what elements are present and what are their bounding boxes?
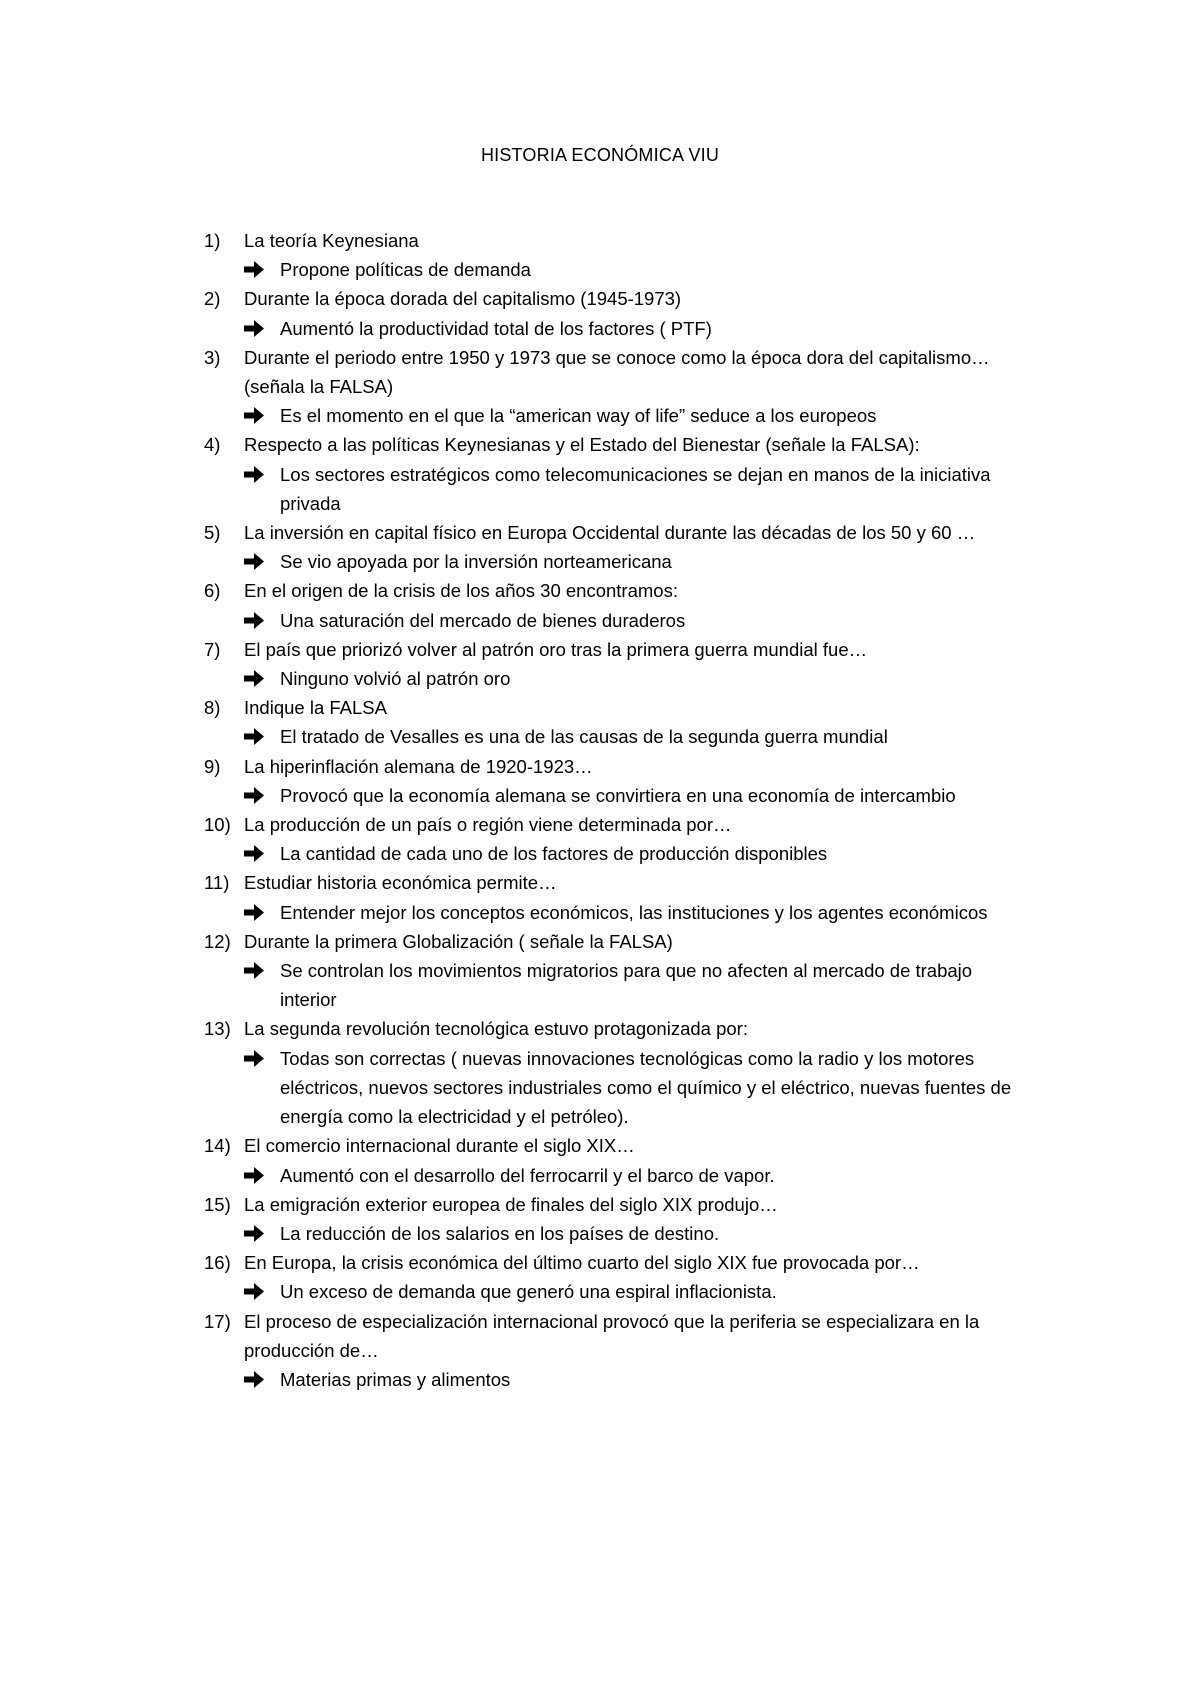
answer-text [0,898,1024,927]
arrow-right-icon [244,612,266,630]
question-item [0,693,1200,751]
question-text [0,518,1024,547]
answer-text [0,547,1024,576]
question-item [0,284,1200,342]
answer-label: Todas son correctas ( nuevas innovaciones tecnológicas como la radio y los motores eléctricos, nuevos sectores industriales como el químico y el eléctrico, nuevas fuentes de energía como la electricidad y el petróleo). [280,1047,1012,1128]
question-number: 16) [204,1252,231,1274]
question-text [0,1248,1024,1277]
question-label: Durante el periodo entre 1950 y 1973 que se conoce como la época dora del capitalismo… (señala la FALSA) [244,346,990,398]
question-label: El país que priorizó volver al patrón oro tras la primera guerra mundial fue… [244,638,868,660]
arrow-right-icon [244,728,266,746]
question-number: 3) [204,346,221,368]
question-label: El comercio internacional durante el siglo XIX… [244,1135,635,1157]
question-number: 6) [204,580,221,602]
answer-label: El tratado de Vesalles es una de las causas de la segunda guerra mundial [280,726,888,748]
answer-label: Propone políticas de demanda [280,259,531,281]
document-title: HISTORIA ECONÓMICA VIU [480,145,720,165]
answer-text [0,606,1024,635]
answer-text [0,839,1024,868]
arrow-right-icon [244,962,266,980]
answer-text [0,401,1024,430]
question-item [0,868,1200,926]
question-text [0,430,1024,459]
answer-label: Se controlan los movimientos migratorios para que no afecten al mercado de trabajo interior [280,960,973,1011]
question-item [0,752,1200,810]
arrow-right-icon [244,1283,266,1301]
answer-label: La cantidad de cada uno de los factores de producción disponibles [280,843,828,865]
answer-text [0,1161,1024,1190]
question-number: 13) [204,1018,231,1040]
answer-label: Aumentó con el desarrollo del ferrocarril y el barco de vapor. [280,1164,775,1186]
answer-text [0,314,1024,343]
question-text [0,1014,1024,1043]
question-item [0,810,1200,868]
question-item [0,1248,1200,1306]
answer-label: Una saturación del mercado de bienes duraderos [280,609,686,631]
arrow-right-icon [244,320,266,338]
question-text [0,927,1024,956]
answer-text [0,781,1024,810]
answer-text [0,1219,1024,1248]
answer-text [0,1044,1024,1132]
arrow-right-icon [244,553,266,571]
question-label: La producción de un país o región viene determinada por… [244,814,732,836]
question-number: 9) [204,755,221,777]
question-number: 8) [204,697,221,719]
question-number: 12) [204,930,231,952]
question-label: Estudiar historia económica permite… [244,872,557,894]
question-number: 14) [204,1135,231,1157]
answer-label: Provocó que la economía alemana se convirtiera en una economía de intercambio [280,784,956,806]
answer-label: Materias primas y alimentos [280,1368,511,1390]
arrow-right-icon [244,1050,266,1068]
question-number: 11) [204,872,230,894]
question-item [0,226,1200,284]
arrow-right-icon [244,261,266,279]
question-text [0,752,1024,781]
answer-label: La reducción de los salarios en los países de destino. [280,1222,720,1244]
question-text [0,1131,1024,1160]
answer-label: Entender mejor los conceptos económicos, las instituciones y los agentes económicos [280,901,988,923]
arrow-right-icon [244,845,266,863]
question-text [0,810,1024,839]
question-item [0,343,1200,431]
answer-text [0,460,1024,518]
answer-text [0,1277,1024,1306]
question-label: En Europa, la crisis económica del último cuarto del siglo XIX fue provocada por… [244,1252,920,1274]
question-item [0,1190,1200,1248]
question-number: 5) [204,522,221,544]
question-label: Indique la FALSA [244,697,387,719]
question-text [0,284,1024,313]
question-number: 2) [204,288,221,310]
question-label: Respecto a las políticas Keynesianas y el Estado del Bienestar (señale la FALSA): [244,434,920,456]
arrow-right-icon [244,1371,266,1389]
question-label: La inversión en capital físico en Europa Occidental durante las décadas de los 50 y 60 … [244,522,976,544]
question-label: La segunda revolución tecnológica estuvo protagonizada por: [244,1018,748,1040]
answer-label: Es el momento en el que la “american way of life” seduce a los europeos [280,405,877,427]
question-number: 1) [204,230,221,251]
answer-text [0,956,1024,1014]
question-item [0,518,1200,576]
question-text [0,635,1024,664]
question-text [0,1307,1024,1365]
question-number: 4) [204,434,221,456]
arrow-right-icon [244,1167,266,1185]
arrow-right-icon [244,787,266,805]
question-number: 10) [204,814,231,836]
question-number: 15) [204,1193,231,1215]
question-text [0,693,1024,722]
question-text [0,576,1024,605]
answer-label: Los sectores estratégicos como telecomunicaciones se dejan en manos de la iniciativa privada [280,463,991,514]
question-label: El proceso de especialización internacional provocó que la periferia se especializara en la producción de… [244,1310,980,1361]
question-item [0,430,1200,518]
question-label: La teoría Keynesiana [244,230,419,251]
question-item [0,1307,1200,1395]
answer-label: Aumentó la productividad total de los factores ( PTF) [280,317,712,339]
answer-text [0,722,1024,751]
question-label: La emigración exterior europea de finales del siglo XIX produjo… [244,1193,778,1215]
answer-label: Un exceso de demanda que generó una espiral inflacionista. [280,1281,777,1303]
arrow-right-icon [244,904,266,922]
question-item [0,1014,1200,1131]
question-label: Durante la primera Globalización ( señale la FALSA) [244,930,673,952]
question-text [0,226,1024,255]
arrow-right-icon [244,466,266,484]
question-number: 17) [204,1310,231,1332]
arrow-right-icon [244,407,266,425]
answer-text [0,1365,1024,1394]
question-label: La hiperinflación alemana de 1920-1923… [244,755,593,777]
question-item [0,576,1200,634]
arrow-right-icon [244,1225,266,1243]
question-list [0,226,1200,1394]
question-text [0,868,1024,897]
question-label: Durante la época dorada del capitalismo (1945-1973) [244,288,682,310]
arrow-right-icon [244,670,266,688]
answer-text [0,664,1024,693]
question-label: En el origen de la crisis de los años 30 encontramos: [244,580,678,602]
question-item [0,927,1200,1015]
answer-text [0,255,1024,284]
question-text [0,343,1024,401]
answer-label: Se vio apoyada por la inversión norteamericana [280,551,672,573]
question-item [0,1131,1200,1189]
question-item [0,635,1200,693]
question-number: 7) [204,638,221,660]
question-text [0,1190,1024,1219]
answer-label: Ninguno volvió al patrón oro [280,668,511,690]
